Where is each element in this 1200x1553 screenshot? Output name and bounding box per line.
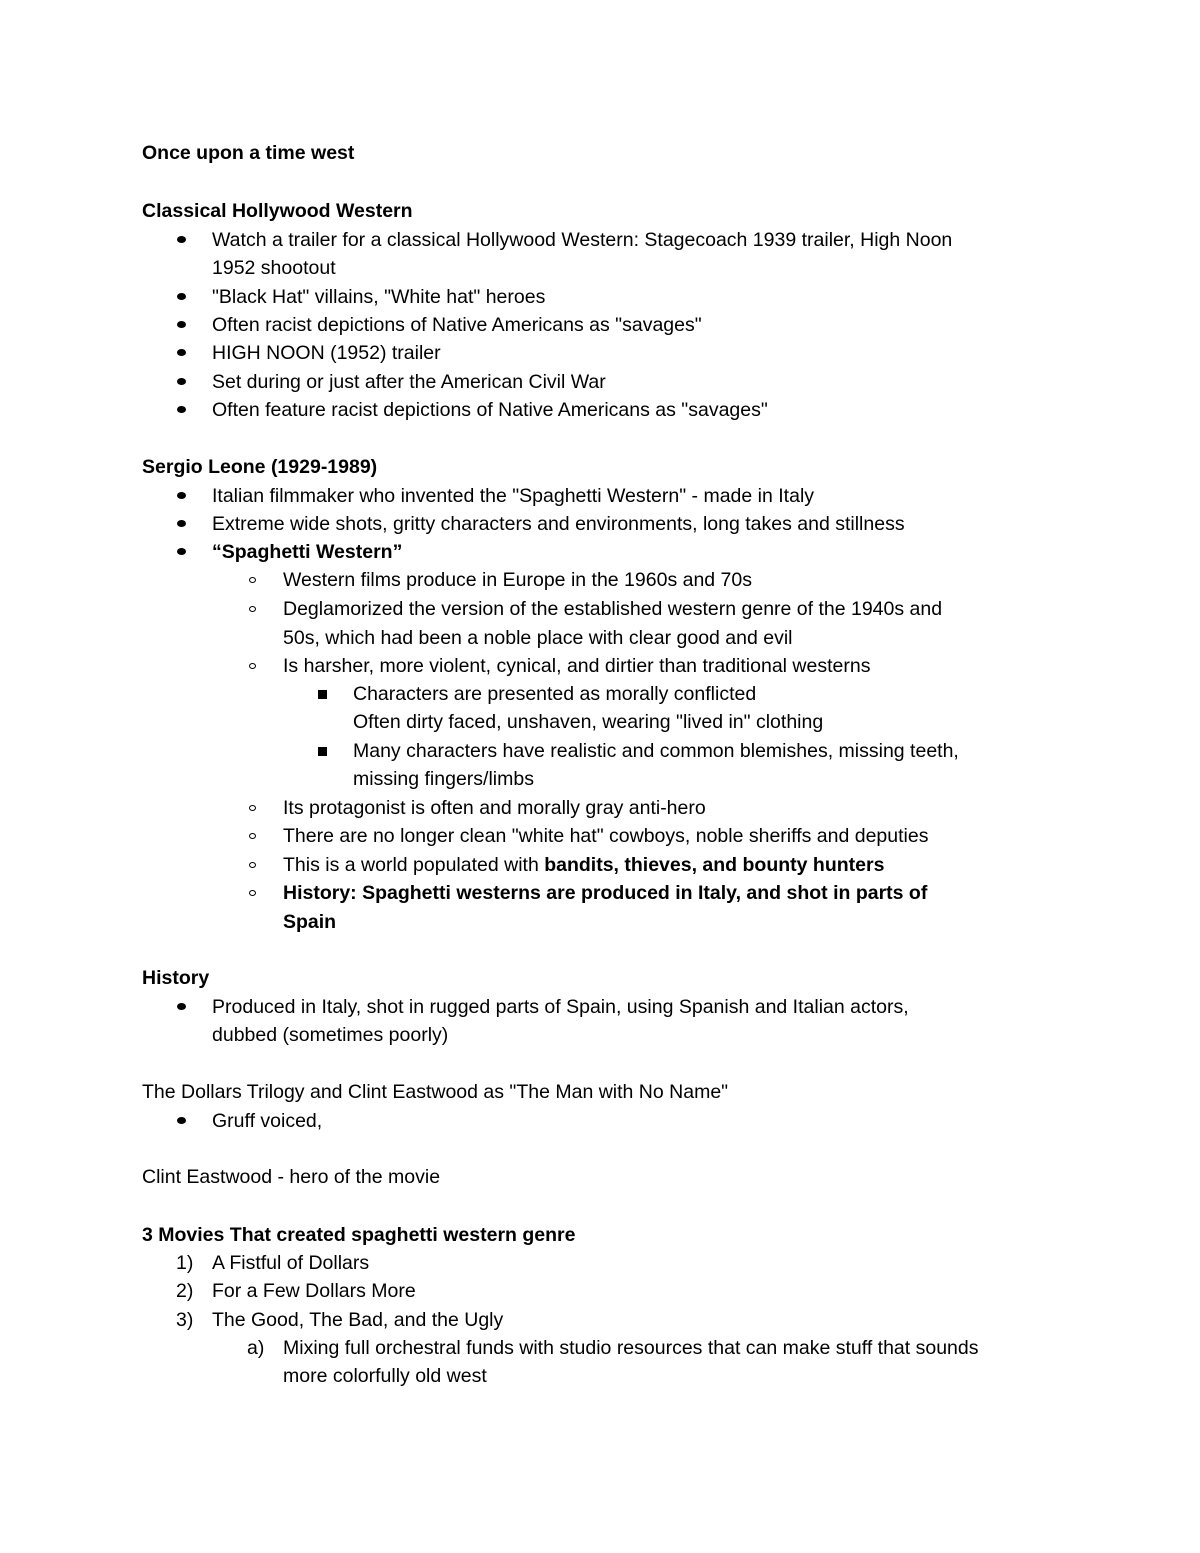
ordered-sub-item-continued: more colorfully old west bbox=[283, 1365, 487, 1387]
list-number: 1) bbox=[176, 1252, 194, 1274]
bullet-icon bbox=[177, 492, 186, 499]
circle-bullet-icon bbox=[249, 833, 256, 839]
section-heading-classical: Classical Hollywood Western bbox=[142, 200, 413, 222]
sub-list-item: History: Spaghetti westerns are produced in Italy, and shot in parts of bbox=[283, 882, 928, 904]
world-bold-text: bandits, thieves, and bounty hunters bbox=[544, 854, 885, 876]
circle-bullet-icon bbox=[249, 890, 256, 896]
sub-sub-list-item: Many characters have realistic and common blemishes, missing teeth, bbox=[353, 740, 959, 762]
ordered-sub-item: Mixing full orchestral funds with studio resources that can make stuff that sounds bbox=[283, 1337, 979, 1359]
list-item: Produced in Italy, shot in rugged parts of Spain, using Spanish and Italian actors, bbox=[212, 996, 909, 1018]
sub-list-item: Deglamorized the version of the established western genre of the 1940s and bbox=[283, 598, 943, 620]
ordered-list-item: A Fistful of Dollars bbox=[212, 1252, 370, 1274]
list-item: Italian filmmaker who invented the "Spaghetti Western" - made in Italy bbox=[212, 485, 815, 507]
bullet-icon bbox=[177, 321, 186, 328]
list-item: Watch a trailer for a classical Hollywood Western: Stagecoach 1939 trailer, High Noon bbox=[212, 229, 953, 251]
list-item: Often racist depictions of Native Americans as "savages" bbox=[212, 314, 702, 336]
list-item: Gruff voiced, bbox=[212, 1110, 323, 1132]
list-item: Often feature racist depictions of Native Americans as "savages" bbox=[212, 399, 768, 421]
sub-sub-list-item: Characters are presented as morally conflicted bbox=[353, 683, 757, 705]
sub-list-item-continued: Spain bbox=[283, 911, 337, 933]
section-heading-history: History bbox=[142, 967, 210, 989]
list-item: “Spaghetti Western” bbox=[212, 541, 403, 563]
bullet-icon bbox=[177, 1003, 186, 1010]
bullet-icon bbox=[177, 378, 186, 385]
bullet-icon bbox=[177, 1117, 186, 1124]
list-item-continued: dubbed (sometimes poorly) bbox=[212, 1024, 449, 1046]
sub-list-item bbox=[283, 851, 884, 879]
bullet-icon bbox=[177, 293, 186, 300]
bullet-icon bbox=[177, 406, 186, 413]
sub-sub-list-item-continued: Often dirty faced, unshaven, wearing "lived in" clothing bbox=[353, 711, 824, 733]
list-letter: a) bbox=[247, 1337, 265, 1359]
sub-sub-list-item-continued: missing fingers/limbs bbox=[353, 768, 534, 790]
circle-bullet-icon bbox=[249, 663, 256, 669]
sub-list-item: Is harsher, more violent, cynical, and dirtier than traditional westerns bbox=[283, 655, 871, 677]
bullet-icon bbox=[177, 236, 186, 243]
bullet-icon bbox=[177, 520, 186, 527]
list-item-continued: 1952 shootout bbox=[212, 257, 336, 279]
sub-list-item: Its protagonist is often and morally gray anti-hero bbox=[283, 797, 706, 819]
ordered-list-item: For a Few Dollars More bbox=[212, 1280, 416, 1302]
list-number: 3) bbox=[176, 1309, 194, 1331]
world-text: This is a world populated with bbox=[283, 854, 545, 876]
ordered-list-item: The Good, The Bad, and the Ugly bbox=[212, 1309, 504, 1331]
square-bullet-icon bbox=[318, 690, 327, 699]
list-item: HIGH NOON (1952) trailer bbox=[212, 342, 441, 364]
clint-eastwood-line: Clint Eastwood - hero of the movie bbox=[142, 1166, 441, 1188]
circle-bullet-icon bbox=[249, 606, 256, 612]
list-number: 2) bbox=[176, 1280, 194, 1302]
list-item: "Black Hat" villains, "White hat" heroes bbox=[212, 286, 546, 308]
bullet-icon bbox=[177, 349, 186, 356]
circle-bullet-icon bbox=[249, 862, 256, 868]
sub-list-item: There are no longer clean "white hat" cowboys, noble sheriffs and deputies bbox=[283, 825, 929, 847]
document-title: Once upon a time west bbox=[142, 142, 355, 164]
sub-list-item: Western films produce in Europe in the 1960s and 70s bbox=[283, 569, 752, 591]
list-item: Extreme wide shots, gritty characters and environments, long takes and stillness bbox=[212, 513, 905, 535]
section-heading-movies: 3 Movies That created spaghetti western genre bbox=[142, 1224, 576, 1246]
circle-bullet-icon bbox=[249, 577, 256, 583]
square-bullet-icon bbox=[318, 747, 327, 756]
bullet-icon bbox=[177, 548, 186, 555]
sub-list-item-continued: 50s, which had been a noble place with clear good and evil bbox=[283, 627, 793, 649]
section-heading-leone: Sergio Leone (1929-1989) bbox=[142, 456, 378, 478]
list-item: Set during or just after the American Civil War bbox=[212, 371, 606, 393]
dollars-trilogy-heading: The Dollars Trilogy and Clint Eastwood as "The Man with No Name" bbox=[142, 1081, 729, 1103]
circle-bullet-icon bbox=[249, 805, 256, 811]
